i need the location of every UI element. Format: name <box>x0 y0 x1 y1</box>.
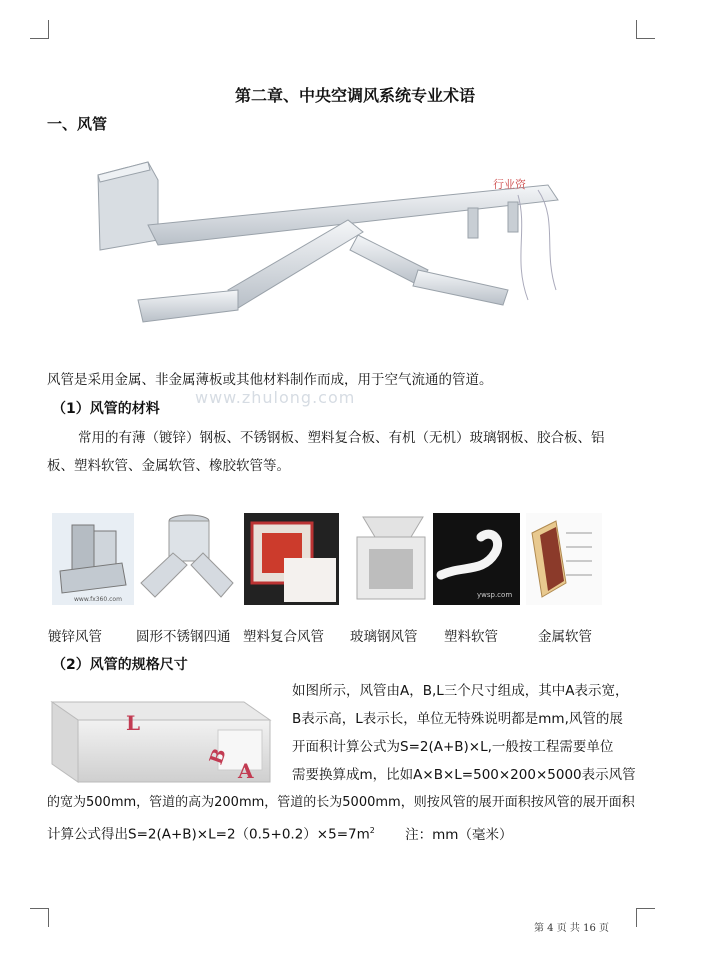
area-unit-exponent: 2 <box>369 826 375 835</box>
dimensions-line-6 <box>47 817 512 849</box>
frp-duct-image <box>353 513 431 605</box>
duct-system-figure <box>88 150 578 355</box>
crop-mark-bottom-right <box>636 908 655 927</box>
dimensions-line-2: B表示高，L表示长，单位无特殊说明都是mm,风管的展 <box>292 711 623 727</box>
caption-plastic-hose: 塑料软管 <box>444 629 498 645</box>
svg-text:www.fx360.com: www.fx360.com <box>74 596 122 603</box>
page-footer: 第 4 页 共 16 页 <box>534 923 609 934</box>
dimensions-line-4: 需要换算成m，比如A×B×L=500×200×5000表示风管 <box>292 767 636 783</box>
figure-logo-text: 行业资 <box>493 178 526 191</box>
materials-line-2: 板、塑料软管、金属软管、橡胶软管等。 <box>47 458 290 474</box>
caption-stainless-cross: 圆形不锈钢四通 <box>136 629 231 645</box>
subheading-dimensions: （2）风管的规格尺寸 <box>52 657 188 673</box>
caption-metal-hose: 金属软管 <box>538 629 592 645</box>
page-title: 第二章、中央空调风系统专业术语 <box>234 86 475 105</box>
duct-definition: 风管是采用金属、非金属薄板或其他材料制作而成，用于空气流通的管道。 <box>47 372 493 388</box>
caption-galvanized-duct: 镀锌风管 <box>48 629 102 645</box>
dimensions-line-5: 的宽为500mm，管道的高为200mm，管道的长为5000mm，则按风管的展开面积按风管的展开面积 <box>47 795 635 810</box>
area-formula: 计算公式得出S=2(A+B)×L=2（0.5+0.2）×5=7m <box>47 826 370 843</box>
galvanized-duct-image <box>52 513 134 605</box>
stainless-cross-image <box>137 513 238 605</box>
unit-note: 注：mm（毫米） <box>405 826 513 843</box>
plastic-composite-duct-image <box>244 513 339 605</box>
crop-mark-top-left <box>30 20 49 39</box>
dimensions-line-3: 开面积计算公式为S=2(A+B)×L,一般按工程需要单位 <box>292 739 614 755</box>
subheading-materials: （1）风管的材料 <box>52 401 160 417</box>
caption-frp-duct: 玻璃钢风管 <box>350 629 418 645</box>
caption-plastic-composite-duct: 塑料复合风管 <box>243 629 324 645</box>
svg-text:A: A <box>238 759 254 783</box>
section-heading-duct: 一、风管 <box>47 115 108 133</box>
materials-line-1: 常用的有薄（镀锌）钢板、不锈钢板、塑料复合板、有机（无机）玻璃钢板、胶合板、铝 <box>78 430 605 446</box>
plastic-hose-image <box>433 513 520 605</box>
metal-hose-image <box>526 513 602 605</box>
svg-text:ywsp.com: ywsp.com <box>477 591 513 599</box>
dimensions-line-1: 如图所示，风管由A，B,L三个尺寸组成，其中A表示宽， <box>292 683 629 699</box>
crop-mark-bottom-left <box>30 908 49 927</box>
duct-dimension-figure <box>48 690 274 790</box>
crop-mark-top-right <box>636 20 655 39</box>
svg-text:B: B <box>205 745 231 768</box>
watermark: www.zhulong.com <box>195 388 356 407</box>
svg-text:L: L <box>126 711 141 735</box>
